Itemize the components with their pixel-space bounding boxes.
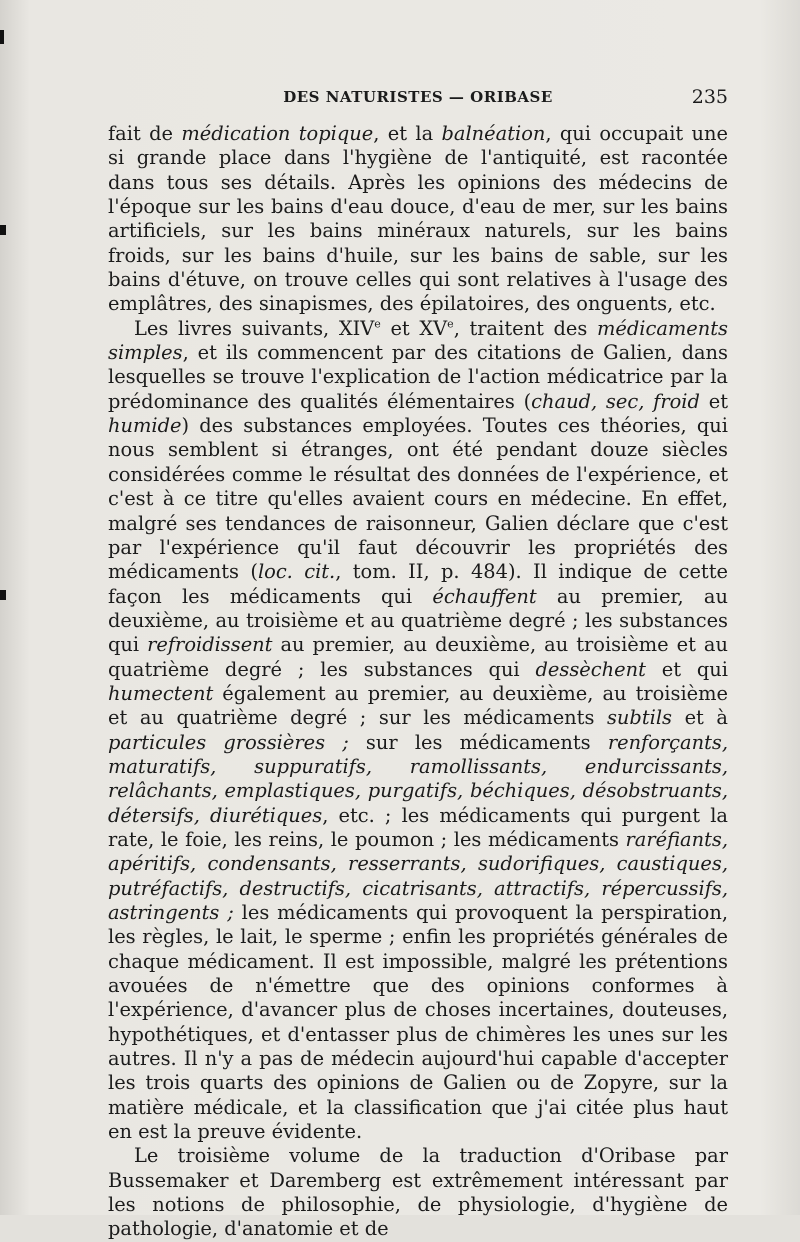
text-run: au premier, au deuxième, au troisième et au quatrième degré ; les substances qui: [108, 584, 728, 657]
text-run: , et la: [373, 122, 442, 145]
italic-text: échauffent: [432, 584, 537, 608]
italic-text: humide: [108, 414, 182, 438]
text-run: et qui: [645, 657, 728, 681]
italic-text: chaud, sec, froid: [531, 389, 700, 413]
italic-text: subtils: [606, 706, 672, 730]
text-run: , et ils commencent par des citations de Galien, dans lesquelles se trouve l'explication de l'action médicatrice par la prédominance des qualités élémentaires (: [108, 341, 728, 413]
text-run: et: [699, 389, 728, 413]
text-run: les médicaments qui provoquent la perspiration, les règles, le lait, le sperme ; enfin les propriétés générales de chaque médicament. Il est impossible, malgré les prétentions avouées de n'émettre que des opinions conformes à l'expérience, d'avancer plus de choses incertaines, douteuses, hypothétiques, et d'entasser plus de chimères les unes sur les autres. Il n'y a pas de médecin aujourd'hui capable d'accepter les trois quarts des opinions de Galien ou de Zopyre, sur la matière médicale, et la classification que j'ai citée plus haut en est la preuve évidente.: [108, 901, 728, 1144]
superscript: e: [447, 317, 454, 331]
page-header: [108, 88, 728, 112]
italic-text: particules grossières ;: [108, 730, 349, 754]
italic-text: renforçants, maturatifs, suppuratifs, ramollissants, endurcissants, relâchants, emplastiques, purgatifs, béchiques, désobstruants, détersifs, diurétiques: [108, 730, 728, 827]
text-run: sur les médicaments: [348, 730, 608, 754]
text-run: et à: [671, 706, 728, 730]
left-edge-mark: [0, 225, 6, 235]
left-edge-mark: [0, 30, 4, 44]
italic-text: loc. cit.: [257, 560, 336, 584]
text-run: et XV: [380, 316, 448, 340]
text-run: , traitent des: [453, 316, 597, 340]
paragraph: [108, 317, 728, 1145]
italic-text: médication topique: [181, 122, 374, 145]
superscript: e: [374, 317, 381, 331]
text-run: , qui occupait une si grande place dans l'hygiène de l'antiquité, est racontée dans tous ses détails. Après les opinions des médecins de l'époque sur les bains d'eau douce, d'eau de mer, sur les bains artificiels, sur les bains minéraux naturels, sur les bains froids, sur les bains d'huile, sur les bains de sable, sur les bains d'étuve, on trouve celles qui sont relatives à l'usage des emplâtres, des sinapismes, des épilatoires, des onguents, etc.: [108, 122, 729, 316]
text-run: fait de: [108, 122, 182, 145]
italic-text: raréfiants, apéritifs, condensants, resserrants, sudorifiques, caustiques, putréfactifs, destructifs, cicatrisants, attractifs, répercussifs, astringents ;: [108, 827, 728, 924]
paragraph: [108, 1144, 728, 1241]
italic-text: dessèchent: [535, 657, 646, 681]
text-run: Les livres suivants, XIV: [134, 316, 375, 340]
text-run: également au premier, au deuxième, au troisième et au quatrième degré ; sur les médicaments: [108, 681, 728, 730]
text-run: , tom. II, p. 484). Il indique de cette façon les médicaments qui: [108, 560, 728, 608]
text-run: ) des substances employées. Toutes ces théories, qui nous semblent si étranges, ont été pendant douze siècles considérées comme le résultat des données de l'expérience, et c'est à ce titre qu'elles avaient cours en médecine. En effet, malgré ses tendances de raisonneur, Galien déclare que c'est par l'expérience qu'il faut découvrir les propriétés des médicaments (: [108, 414, 728, 584]
text-run: , etc. ; les médicaments qui purgent la rate, le foie, les reins, le poumon ; les médicaments: [108, 803, 728, 851]
italic-text: humectent: [108, 681, 214, 705]
page-number: 235: [691, 86, 728, 108]
left-edge-mark: [0, 590, 6, 600]
text-run: au premier, au deuxième, au troisième et au quatrième degré ; les substances qui: [108, 633, 728, 681]
running-head: DES NATURISTES — ORIBASE: [283, 88, 553, 106]
italic-text: médicaments simples: [108, 316, 728, 365]
italic-text: refroidissent: [147, 633, 273, 657]
text-run: Le troisième volume de la traduction d'Oribase par Bussemaker et Daremberg est extrêmement intéressant par les notions de philosophie, de physiologie, d'hygiène de pathologie, d'anatomie et de: [108, 1144, 728, 1241]
paragraph: [108, 122, 728, 317]
italic-text: balnéation: [441, 122, 546, 145]
body-text: [108, 122, 728, 1242]
